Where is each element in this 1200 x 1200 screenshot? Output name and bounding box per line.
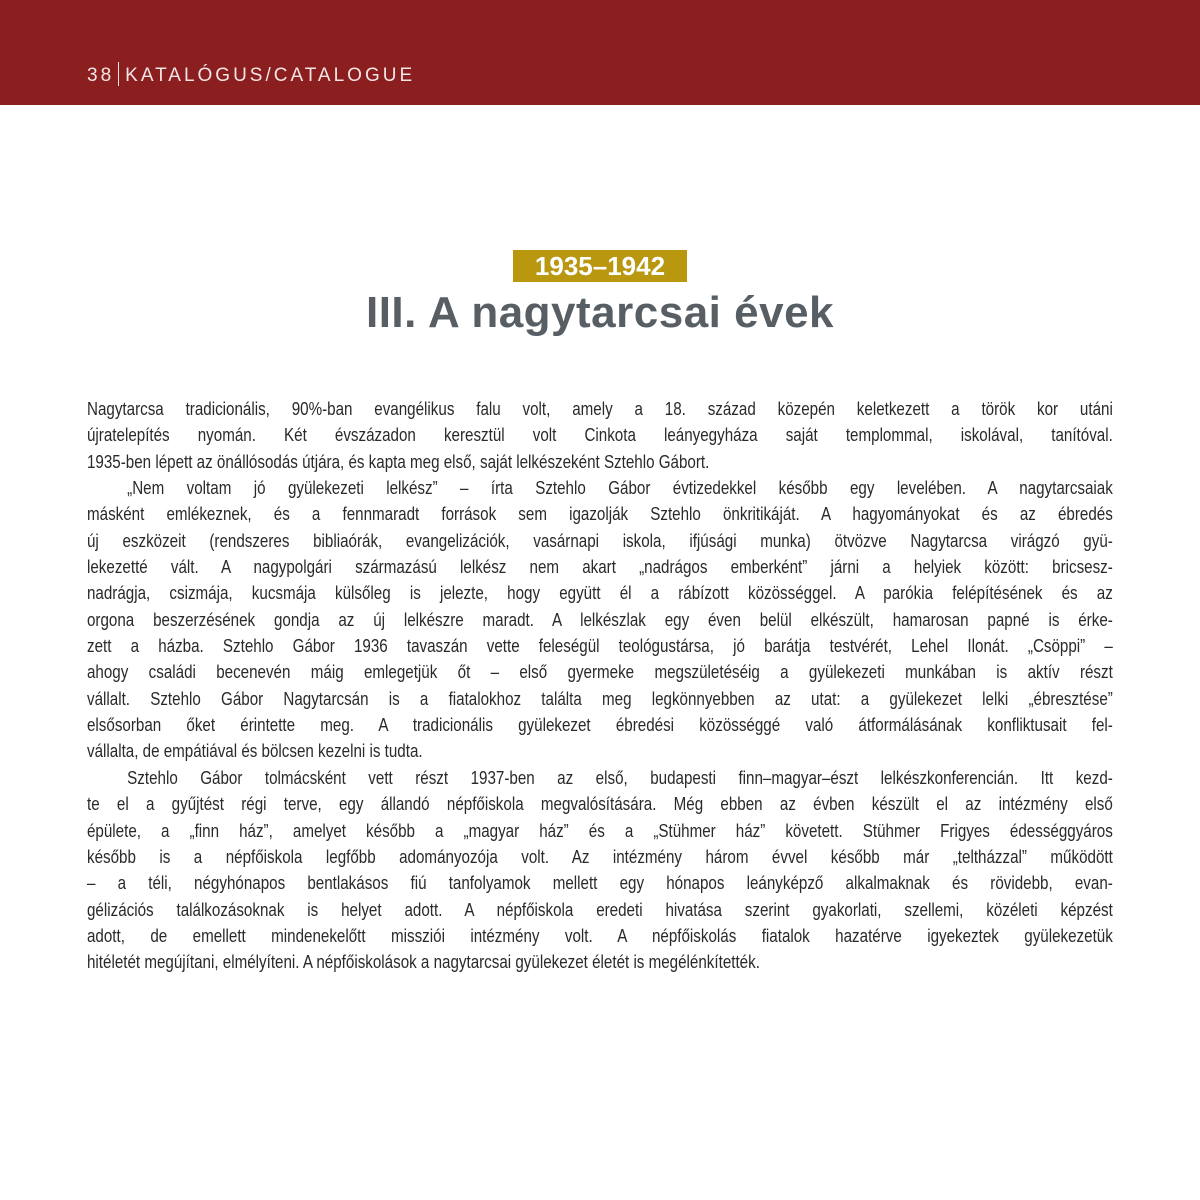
paragraph-line: később is a népfőiskola legfőbb adományozója volt. Az intézmény három évvel később már „teltházzal” működött — [87, 845, 1113, 867]
paragraph-line: 1935-ben lépett az önállósodás útjára, és kapta meg első, saját lelkészeként Sztehlo Gábort. — [87, 450, 710, 472]
paragraph-line: másként emlékeznek, és a fennmaradt források sem igazolják Sztehlo önkritikáját. A hagyományokat és az ébredés — [87, 503, 1113, 525]
paragraph-line: Nagytarcsa tradicionális, 90%-ban evangélikus falu volt, amely a 18. század közepén keletkezett a török kor utáni — [87, 398, 1113, 419]
header-divider — [118, 62, 119, 86]
chapter-title: III. A nagytarcsai évek — [365, 288, 835, 337]
paragraph-line: új eszközeit (rendszeres bibliaórák, evangelizációk, vasárnapi iskola, ifjúsági munka) ötvözve Nagytarcsa virágzó gyü- — [87, 529, 1113, 551]
paragraph-line: lekezetté vált. A nagypolgári származású lelkész nem akart „nadrágos emberként” járni a helyiek között: bricsesz- — [87, 556, 1113, 578]
paragraph-line: hitéletét megújítani, elmélyíteni. A népfőiskolások a nagytarcsai gyülekezet életét is megélénkítették. — [87, 951, 760, 973]
body-text — [87, 396, 1113, 976]
paragraph-line: adott, de emellett mindenekelőtt missziói intézmény volt. A népfőiskolás fiatalok hazatérve igyekeztek gyülekezetük — [87, 924, 1113, 946]
header-band — [0, 0, 1200, 105]
paragraph-line: épülete, a „finn ház”, amelyet később a „magyar ház” és a „Stühmer ház” követett. Stühmer Frigyes édességgyáros — [87, 819, 1113, 841]
paragraph-line: zett a házba. Sztehlo Gábor 1936 tavaszán vette feleségül teológustársa, jó barátja testvérét, Lehel Ilonát. „Csöppi” – — [87, 635, 1113, 657]
paragraph-line: orgona beszerzésének gondja az új lelkészre maradt. A lelkészlak egy éven belül elkészült, hamarosan papné is érke- — [87, 608, 1113, 630]
paragraph-line: vállalt. Sztehlo Gábor Nagytarcsán is a fiatalokhoz találta meg legkönnyebben az utat: a gyülekezet lelki „ébresztése” — [87, 687, 1113, 709]
paragraph-line: ahogy családi becenevén máig emlegetjük őt – első gyermeke megszületéséig a gyülekezeti munkában is aktív részt — [87, 661, 1113, 683]
paragraph-line: vállalta, de empátiával és bölcsen kezelni is tudta. — [87, 740, 423, 762]
paragraph-line: újratelepítés nyomán. Két évszázadon keresztül volt Cinkota leányegyháza saját templommal, iskolával, tanítóval. — [87, 424, 1113, 446]
running-header — [87, 62, 415, 87]
paragraph-line: gélizációs találkozásoknak is helyet adott. A népfőiskola eredeti hivatása szerint gyakorlati, szellemi, közéleti képzést — [87, 898, 1113, 920]
paragraph-line: Sztehlo Gábor tolmácsként vett részt 1937-ben az első, budapesti finn–magyar–észt lelkészkonferencián. Itt kezd- — [127, 766, 1113, 788]
paragraph-line: – a téli, négyhónapos bentlakásos fiú tanfolyamok mellett egy hónapos leányképző alkalmaknak és rövidebb, evan- — [87, 872, 1113, 894]
page-number: 38 — [87, 65, 115, 86]
paragraph-line: te el a gyűjtést régi terve, egy állandó népfőiskola megvalósítására. Még ebben az évben készült el az intézmény első — [87, 793, 1113, 815]
paragraph-line: „Nem voltam jó gyülekezeti lelkész” – írta Sztehlo Gábor évtizedekkel később egy levelében. A nagytarcsaiak — [127, 477, 1113, 499]
paragraph-line: nadrágja, csizmája, kucsmája külsőleg is jelezte, hogy együtt él a rábízott közösséggel. A parókia felépítésének és az — [87, 582, 1113, 604]
section-label: KATALÓGUS/CATALOGUE — [125, 65, 416, 86]
paragraph-line: elsősorban őket érintette meg. A tradicionális gyülekezet ébredési közösséggé való átformálásának konfliktusait fel- — [87, 714, 1113, 736]
year-range-badge: 1935–1942 — [513, 250, 687, 282]
